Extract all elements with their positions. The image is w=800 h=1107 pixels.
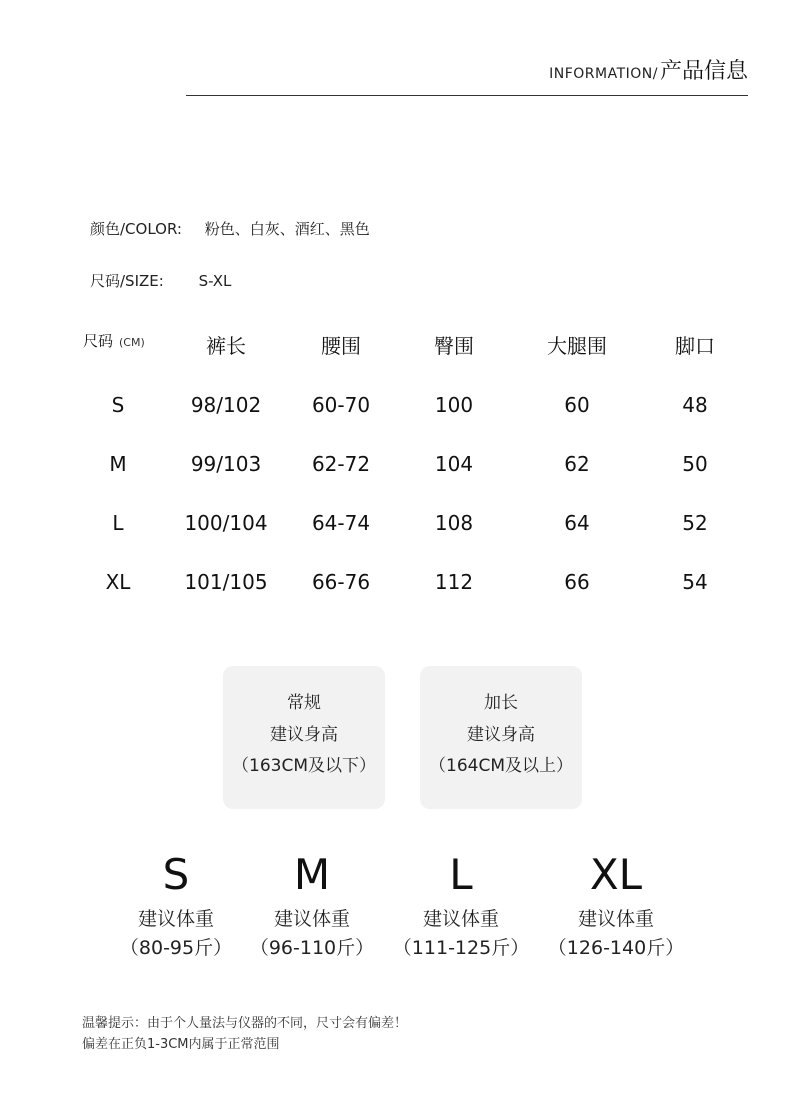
- weight-size: S: [162, 850, 190, 899]
- table-cell: 98/102: [190, 393, 262, 417]
- weight-size: M: [293, 850, 331, 899]
- table-cell-size: XL: [105, 570, 131, 594]
- table-header-col: 大腿围: [547, 334, 607, 358]
- table-header-row: [0, 330, 800, 360]
- table-row: [0, 511, 800, 541]
- table-header-col: 裤长: [206, 334, 246, 358]
- weight-label: 建议体重: [137, 908, 214, 930]
- color-value: 粉色、白灰、酒红、黑色: [204, 220, 370, 238]
- height-card-regular: [223, 666, 385, 809]
- weight-block-xl: [548, 850, 684, 960]
- weight-label: 建议体重: [422, 908, 500, 930]
- table-size-label: 尺码: [83, 332, 114, 350]
- card-subtitle: 建议身高: [270, 725, 338, 745]
- table-cell: 50: [682, 452, 708, 476]
- weight-range: （80-95斤）: [119, 937, 233, 959]
- card-subtitle: 建议身高: [467, 725, 535, 745]
- table-cell: 101/105: [184, 570, 268, 594]
- header-divider: [186, 95, 748, 96]
- card-range: （163CM及以下）: [232, 756, 376, 776]
- card-range: （164CM及以上）: [429, 756, 573, 776]
- weight-size: XL: [589, 850, 643, 899]
- table-cell: 60: [564, 393, 590, 417]
- table-header-col: 腰围: [321, 334, 361, 358]
- height-card-long: [420, 666, 582, 809]
- size-info-row: [90, 270, 231, 291]
- table-cell: 48: [682, 393, 708, 417]
- weight-range: （111-125斤）: [392, 937, 530, 959]
- table-header-col: 脚口: [675, 334, 715, 358]
- header-en-title: INFORMATION/: [549, 66, 658, 82]
- table-row: [0, 570, 800, 600]
- card-title: 常规: [287, 693, 321, 713]
- weight-range: （96-110斤）: [249, 937, 375, 959]
- color-info-row: [90, 218, 370, 239]
- table-cell: 64-74: [311, 511, 371, 535]
- table-row: [0, 452, 800, 482]
- table-cell: 108: [434, 511, 474, 535]
- size-value: S-XL: [198, 272, 232, 290]
- table-row: [0, 393, 800, 423]
- table-cell: 112: [434, 570, 474, 594]
- table-cell: 100/104: [184, 511, 268, 535]
- weight-size: L: [449, 850, 473, 899]
- table-cell: 104: [434, 452, 474, 476]
- table-cell-size: S: [111, 393, 125, 417]
- table-cell: 100: [434, 393, 474, 417]
- weight-block-l: [393, 850, 529, 960]
- note-line-1: 温馨提示：由于个人量法与仪器的不同，尺寸会有偏差！: [82, 1016, 408, 1031]
- table-cell-size: L: [112, 511, 124, 535]
- table-header-col: 臀围: [434, 334, 474, 358]
- table-cell: 52: [682, 511, 708, 535]
- table-cell: 62: [564, 452, 590, 476]
- table-cell: 54: [682, 570, 708, 594]
- weight-label: 建议体重: [577, 908, 655, 930]
- weight-block-s: [120, 850, 232, 960]
- weight-range: （126-140斤）: [547, 937, 685, 959]
- color-label: 颜色/COLOR:: [90, 220, 182, 238]
- table-cell: 62-72: [311, 452, 371, 476]
- table-header-size: [83, 330, 145, 351]
- table-cell: 66-76: [311, 570, 371, 594]
- table-cell-size: M: [109, 452, 127, 476]
- table-cell: 99/103: [190, 452, 262, 476]
- table-cell: 66: [564, 570, 590, 594]
- note-line-2: 偏差在正负1-3CM内属于正常范围: [82, 1037, 280, 1052]
- card-title: 加长: [484, 693, 518, 713]
- size-label: 尺码/SIZE:: [90, 272, 164, 290]
- header-cn-title: 产品信息: [659, 59, 748, 84]
- table-cell: 64: [564, 511, 590, 535]
- table-cell: 60-70: [311, 393, 371, 417]
- weight-label: 建议体重: [273, 908, 350, 930]
- weight-block-m: [250, 850, 374, 960]
- table-unit-label: (CM): [119, 336, 145, 349]
- page-header: [549, 54, 748, 85]
